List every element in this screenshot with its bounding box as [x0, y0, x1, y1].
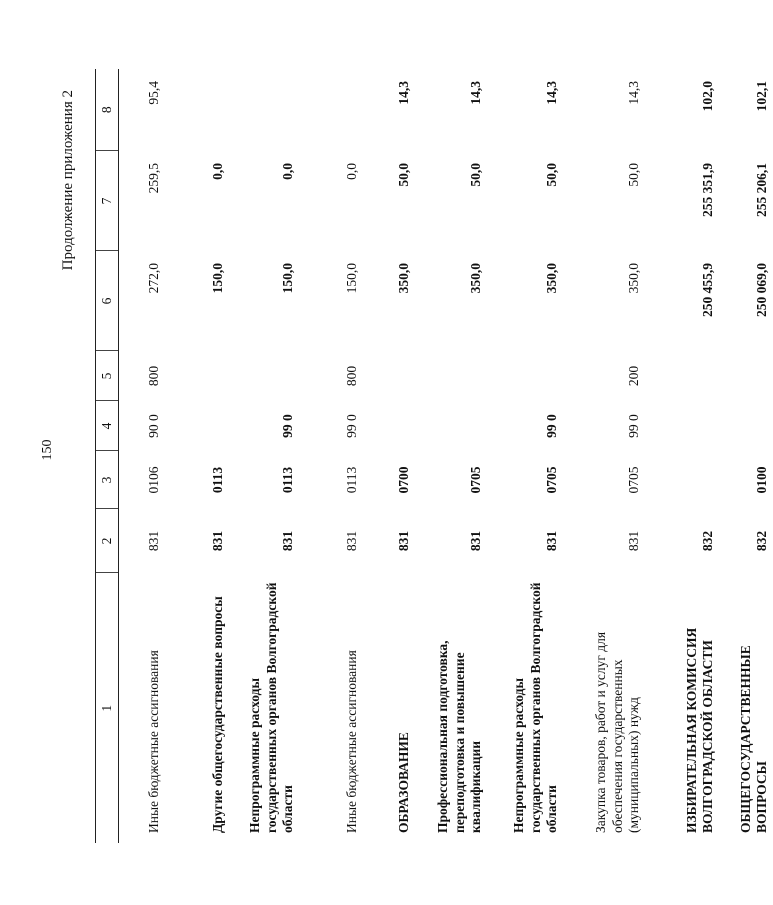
row-col-4: 90 0 [145, 414, 161, 438]
row-col-4 [363, 401, 415, 451]
row-col-6: 350,0 [467, 263, 483, 294]
row-col-2: 831 [625, 530, 641, 552]
row-col-4: 99 0 [279, 414, 295, 438]
row-col-2: 831 [395, 530, 411, 552]
header-col-2: 2 [96, 509, 119, 573]
row-name: Иные бюджетные ассигнования [343, 650, 359, 833]
row-col-6: 250 069,0 [753, 263, 769, 317]
table-row [563, 69, 645, 843]
table-row [487, 69, 563, 843]
table-row [415, 69, 487, 843]
table-row [229, 69, 299, 843]
row-col-8: 102,1 [753, 81, 769, 112]
table-row [119, 69, 166, 843]
row-col-5: 200 [625, 365, 641, 387]
row-col-5: 800 [343, 365, 359, 387]
table-row [645, 69, 719, 843]
row-col-6: 150,0 [209, 263, 225, 294]
row-col-6: 350,0 [395, 263, 411, 294]
row-col-5 [165, 351, 229, 401]
row-col-4: 99 0 [625, 414, 641, 438]
row-col-2: 831 [145, 530, 161, 552]
row-col-5: 800 [145, 365, 161, 387]
table-row [719, 69, 773, 843]
row-col-6: 350,0 [625, 263, 641, 294]
row-col-8: 14,3 [543, 81, 559, 105]
header-col-7: 7 [96, 151, 119, 251]
row-col-5 [487, 351, 563, 401]
row-col-3 [645, 451, 719, 509]
row-col-7: 0,0 [279, 163, 295, 180]
row-col-3: 0100 [753, 466, 769, 494]
header-col-3: 3 [96, 451, 119, 509]
row-col-6: 250 455,9 [699, 263, 715, 317]
row-name: Другие общегосударственные вопросы [209, 596, 225, 833]
row-col-8 [229, 69, 299, 151]
header-col-8: 8 [96, 69, 119, 151]
row-col-2: 831 [209, 530, 225, 552]
row-col-7: 0,0 [343, 163, 359, 180]
row-col-3: 0113 [279, 466, 295, 494]
row-col-8: 14,3 [625, 81, 641, 105]
row-col-7: 50,0 [395, 163, 411, 187]
row-col-2: 832 [699, 530, 715, 552]
row-name: Профессиональная подготовка, переподготовка и повышение квалификации [435, 640, 483, 833]
header-col-5: 5 [96, 351, 119, 401]
row-col-6: 150,0 [343, 263, 359, 294]
header-col-1: 1 [96, 573, 119, 843]
row-name: ОБЩЕГОСУДАРСТВЕННЫЕ ВОПРОСЫ [737, 645, 769, 833]
row-col-5 [719, 351, 773, 401]
row-name: ИЗБИРАТЕЛЬНАЯ КОМИССИЯ ВОЛГОГРАДСКОЙ ОБЛАСТИ [683, 627, 715, 833]
row-col-8: 102,0 [699, 81, 715, 112]
row-col-6: 272,0 [145, 263, 161, 294]
row-col-4 [165, 401, 229, 451]
row-col-3: 0705 [543, 466, 559, 494]
row-col-8: 14,3 [467, 81, 483, 105]
row-col-8 [165, 69, 229, 151]
row-col-3: 0113 [343, 466, 359, 494]
header-col-4: 4 [96, 401, 119, 451]
row-col-5 [229, 351, 299, 401]
row-col-7: 50,0 [543, 163, 559, 187]
row-col-6: 150,0 [279, 263, 295, 294]
row-col-7: 0,0 [209, 163, 225, 180]
row-col-4 [415, 401, 487, 451]
table-row [363, 69, 415, 843]
row-col-8 [299, 69, 363, 151]
header-col-6: 6 [96, 251, 119, 351]
row-col-7: 259,5 [145, 163, 161, 194]
row-col-8: 14,3 [395, 81, 411, 105]
row-col-3: 0700 [395, 466, 411, 494]
row-col-3: 0113 [209, 466, 225, 494]
row-col-8: 95,4 [145, 81, 161, 105]
row-name: Закупка товаров, работ и услуг для обеспечения государственных (муниципальных) нужд [593, 631, 641, 833]
row-col-2: 831 [279, 530, 295, 552]
row-col-5 [363, 351, 415, 401]
row-col-3: 0705 [467, 466, 483, 494]
row-col-2: 831 [343, 530, 359, 552]
row-col-2: 831 [543, 530, 559, 552]
row-col-3: 0705 [625, 466, 641, 494]
row-name: Иные бюджетные ассигнования [145, 650, 161, 833]
row-col-4 [719, 401, 773, 451]
row-col-7: 255 206,1 [753, 163, 769, 217]
row-col-4: 99 0 [343, 414, 359, 438]
row-col-7: 50,0 [625, 163, 641, 187]
row-col-4 [645, 401, 719, 451]
header-row [96, 69, 119, 843]
row-col-4: 99 0 [543, 414, 559, 438]
row-col-2: 831 [467, 530, 483, 552]
row-name: Непрограммные расходы государственных органов Волгоградской области [511, 582, 559, 833]
continuation-label: Продолжение приложения 2 [60, 90, 76, 271]
row-col-7: 50,0 [467, 163, 483, 187]
row-col-3: 0106 [145, 466, 161, 494]
row-col-7: 255 351,9 [699, 163, 715, 217]
budget-table [95, 69, 773, 843]
row-col-5 [645, 351, 719, 401]
page-number: 150 [40, 439, 55, 461]
table-row [165, 69, 229, 843]
row-name: Непрограммные расходы государственных органов Волгоградской области [247, 582, 295, 833]
row-col-5 [415, 351, 487, 401]
row-name: ОБРАЗОВАНИЕ [395, 732, 411, 833]
row-col-6: 350,0 [543, 263, 559, 294]
table-row [299, 69, 363, 843]
row-col-2: 832 [753, 530, 769, 552]
